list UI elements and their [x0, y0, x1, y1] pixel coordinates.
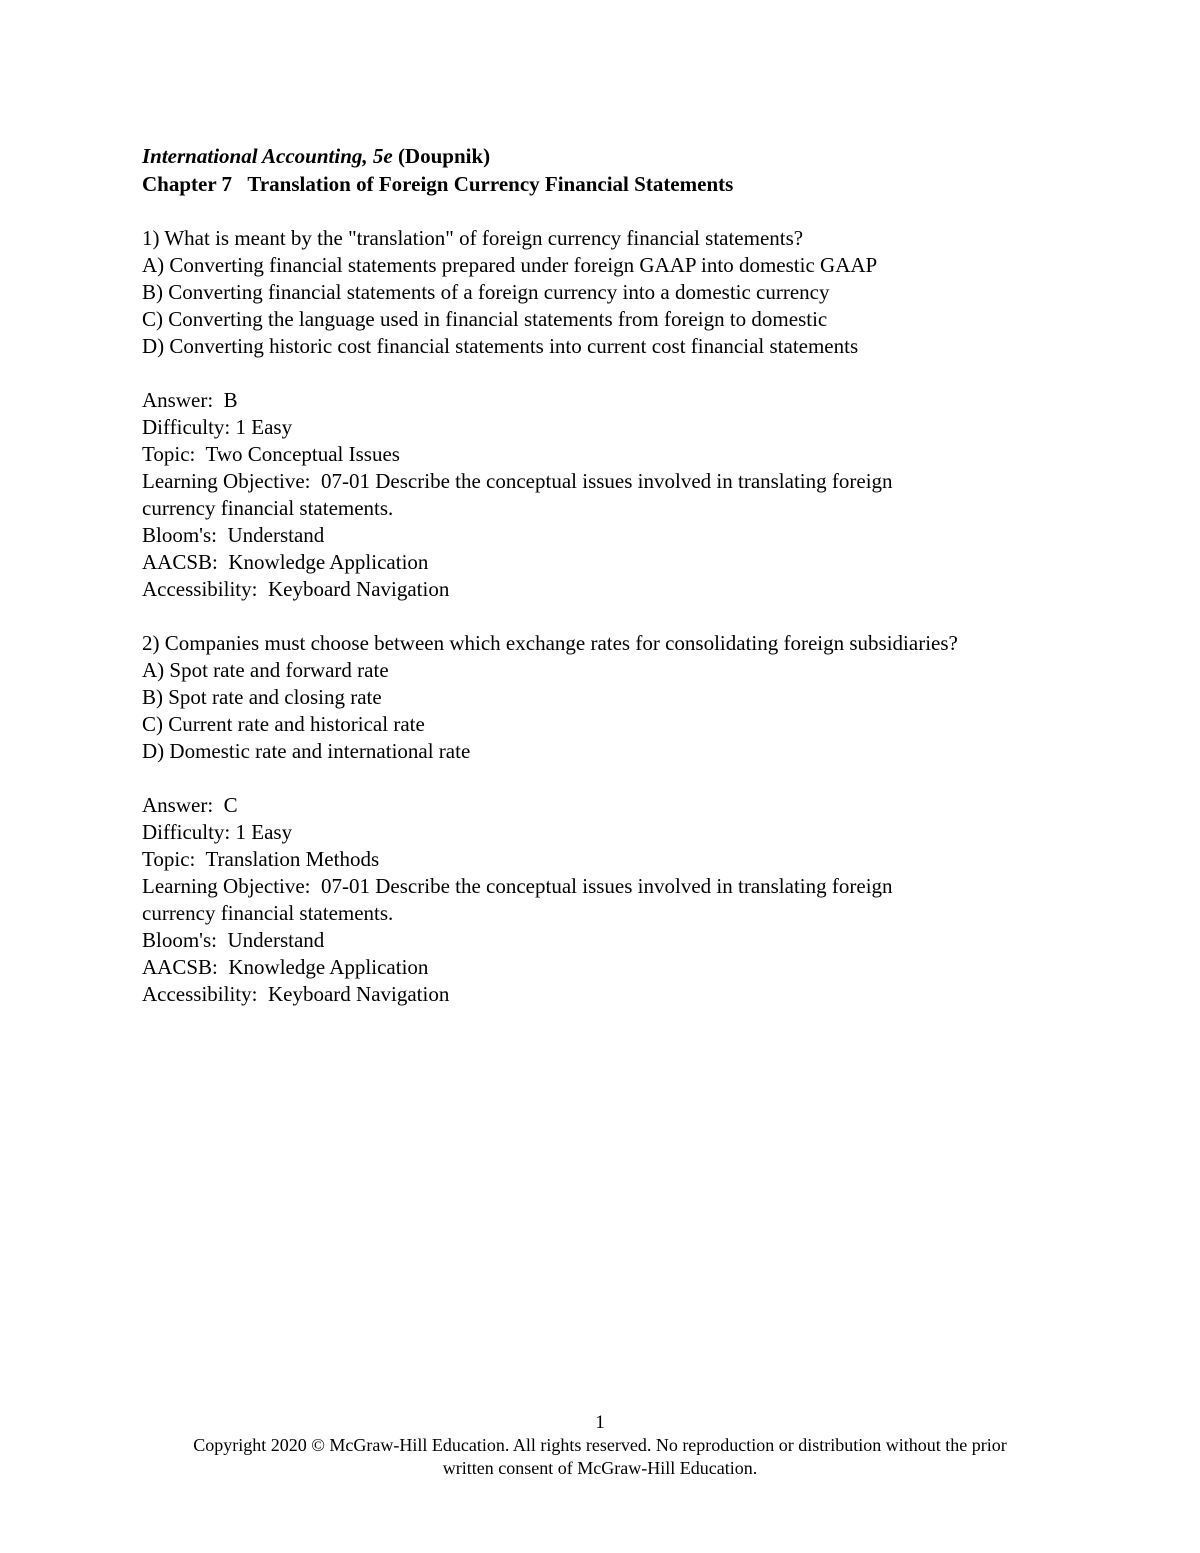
- accessibility: Accessibility: Keyboard Navigation: [142, 982, 450, 1006]
- learning-objective-continued: currency financial statements.: [142, 496, 394, 520]
- book-title: International Accounting, 5e: [142, 144, 393, 168]
- topic: Topic: Two Conceptual Issues: [142, 442, 400, 466]
- book-title-line: [142, 142, 1082, 170]
- copyright-line-1: Copyright 2020 © McGraw-Hill Education. All rights reserved. No reproduction or distribution without the prior: [193, 1435, 1007, 1455]
- question-text: 1) What is meant by the "translation" of foreign currency financial statements?: [142, 226, 804, 250]
- option-c: C) Converting the language used in financial statements from foreign to domestic: [142, 307, 828, 331]
- learning-objective-continued: currency financial statements.: [142, 901, 394, 925]
- difficulty: Difficulty: 1 Easy: [142, 820, 293, 844]
- answer: Answer: B: [142, 388, 238, 412]
- page-footer: [0, 1411, 1200, 1480]
- option-b: B) Spot rate and closing rate: [142, 685, 382, 709]
- page-content: [142, 142, 1082, 1008]
- answer: Answer: C: [142, 793, 238, 817]
- learning-objective: Learning Objective: 07-01 Describe the conceptual issues involved in translating foreign: [142, 874, 893, 898]
- page-number: 1: [595, 1412, 605, 1433]
- question-block-1: [142, 225, 1082, 603]
- copyright-line-2: written consent of McGraw-Hill Education.: [442, 1458, 758, 1478]
- question-block-2: [142, 630, 1082, 1008]
- aacsb: AACSB: Knowledge Application: [142, 955, 429, 979]
- option-c: C) Current rate and historical rate: [142, 712, 425, 736]
- blooms: Bloom's: Understand: [142, 928, 325, 952]
- topic: Topic: Translation Methods: [142, 847, 380, 871]
- option-d: D) Domestic rate and international rate: [142, 739, 471, 763]
- learning-objective: Learning Objective: 07-01 Describe the conceptual issues involved in translating foreign: [142, 469, 893, 493]
- accessibility: Accessibility: Keyboard Navigation: [142, 577, 450, 601]
- difficulty: Difficulty: 1 Easy: [142, 415, 293, 439]
- aacsb: AACSB: Knowledge Application: [142, 550, 429, 574]
- option-a: A) Converting financial statements prepared under foreign GAAP into domestic GAAP: [142, 253, 878, 277]
- book-author: (Doupnik): [397, 144, 491, 168]
- blooms: Bloom's: Understand: [142, 523, 325, 547]
- option-b: B) Converting financial statements of a foreign currency into a domestic currency: [142, 280, 830, 304]
- option-a: A) Spot rate and forward rate: [142, 658, 389, 682]
- chapter-title: Chapter 7 Translation of Foreign Currency Financial Statements: [142, 172, 734, 196]
- question-text: 2) Companies must choose between which exchange rates for consolidating foreign subsidiaries?: [142, 631, 958, 655]
- option-d: D) Converting historic cost financial statements into current cost financial statements: [142, 334, 859, 358]
